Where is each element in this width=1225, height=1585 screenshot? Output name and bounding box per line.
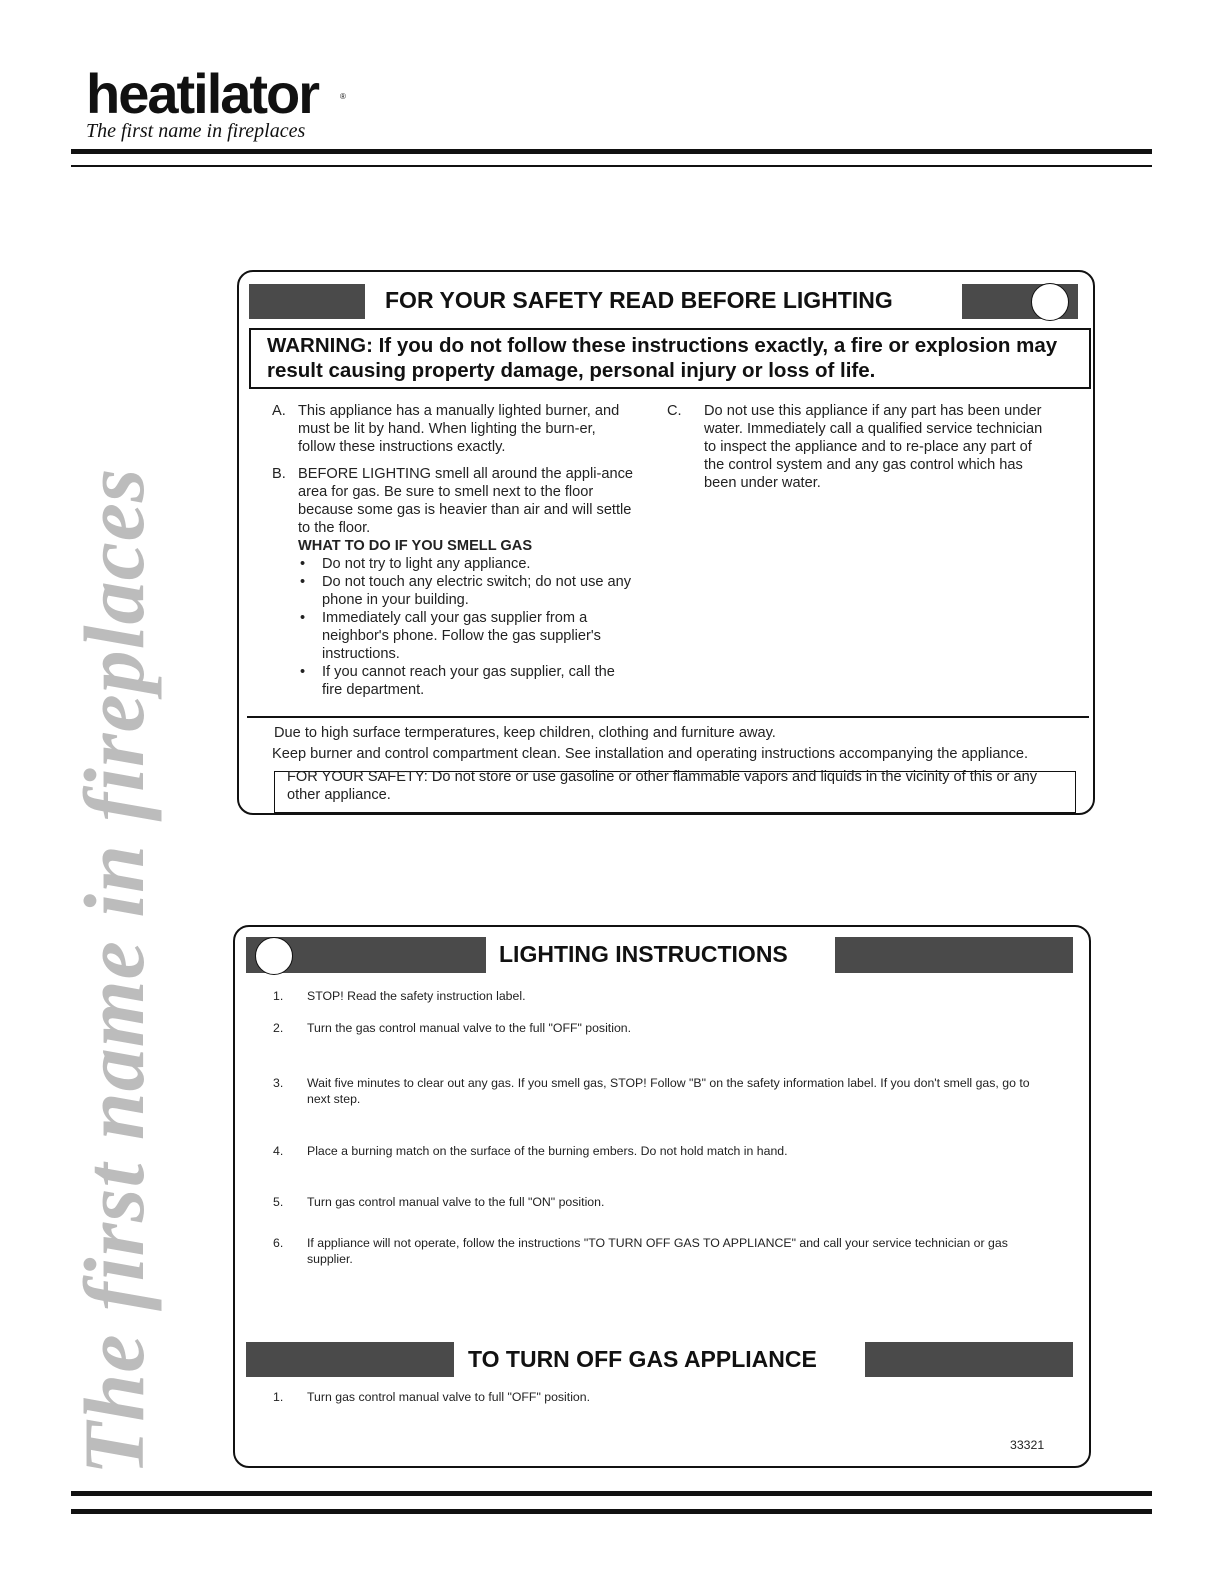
item-b bbox=[272, 465, 637, 537]
step-number: 4. bbox=[273, 1144, 284, 1158]
step-text: Turn gas control manual valve to full "OFF" position. bbox=[307, 1390, 591, 1404]
off-title-bar-right bbox=[865, 1342, 1073, 1377]
item-a-text: This appliance has a manually lighted burner, and must be lit by hand. When lighting the burn-er, follow these instructions exactly. bbox=[298, 403, 620, 455]
lighting-step bbox=[273, 1020, 1033, 1040]
off-title-bar-left bbox=[246, 1342, 454, 1377]
item-c bbox=[667, 402, 1052, 492]
step-text: Wait five minutes to clear out any gas. If you smell gas, STOP! Follow "B" on the safety information label. If you don't smell gas, go to next step. bbox=[307, 1076, 1030, 1106]
warning-text: WARNING: If you do not follow these instructions exactly, a fire or explosion may result causing property damage, personal injury or loss of life. bbox=[267, 334, 1058, 382]
step-number: 1. bbox=[273, 1390, 284, 1404]
circle-marker bbox=[1031, 283, 1069, 321]
circle-marker bbox=[255, 937, 293, 975]
smell-gas-heading: WHAT TO DO IF YOU SMELL GAS bbox=[298, 538, 533, 554]
safety-title: FOR YOUR SAFETY READ BEFORE LIGHTING bbox=[385, 287, 893, 313]
bullet-text: Immediately call your gas supplier from a neighbor's phone. Follow the gas supplier's instructions. bbox=[322, 610, 601, 662]
label-number: 33321 bbox=[1010, 1438, 1045, 1452]
turn-off-title: TO TURN OFF GAS APPLIANCE bbox=[468, 1346, 817, 1372]
lighting-step bbox=[273, 1143, 1033, 1163]
note-for-your-safety: FOR YOUR SAFETY: Do not store or use gasoline or other flammable vapors and liquids in the vicinity of this or any other appliance. bbox=[287, 769, 1038, 803]
bullet-text: Do not touch any electric switch; do not use any phone in your building. bbox=[322, 574, 632, 608]
step-text: Turn gas control manual valve to the full "ON" position. bbox=[307, 1195, 605, 1209]
item-a bbox=[272, 402, 637, 456]
item-b-text: BEFORE LIGHTING smell all around the appli-ance area for gas. Be sure to smell next to the floor because some gas is heavier than air and will settle to the floor. bbox=[298, 466, 633, 536]
smell-gas-block bbox=[272, 537, 637, 699]
safety-column-right bbox=[667, 402, 1052, 492]
header-rule-thin bbox=[71, 165, 1152, 167]
footer-rule bbox=[71, 1491, 1152, 1496]
step-text: STOP! Read the safety instruction label. bbox=[307, 989, 526, 1003]
step-text: Turn the gas control manual valve to the full "OFF" position. bbox=[307, 1021, 632, 1035]
lighting-title: LIGHTING INSTRUCTIONS bbox=[499, 941, 788, 967]
lighting-step bbox=[273, 1194, 1033, 1214]
note-surface-temp: Due to high surface termperatures, keep children, clothing and furniture away. bbox=[274, 725, 776, 741]
item-c-marker: C. bbox=[667, 403, 682, 419]
safety-divider bbox=[247, 716, 1089, 718]
lighting-step bbox=[273, 1075, 1033, 1111]
lighting-step bbox=[273, 1235, 1033, 1271]
safety-title-bar-left bbox=[249, 284, 365, 319]
bullet-item: • Do not touch any electric switch; do not use any phone in your building. bbox=[298, 573, 637, 609]
bullet-text: If you cannot reach your gas supplier, call the fire department. bbox=[322, 664, 615, 698]
vertical-watermark: The first name in fireplaces bbox=[66, 467, 162, 1475]
step-text: If appliance will not operate, follow the instructions "TO TURN OFF GAS TO APPLIANCE" and call your service technician or gas supplier. bbox=[307, 1236, 1008, 1266]
step-number: 3. bbox=[273, 1076, 284, 1090]
step-number: 6. bbox=[273, 1236, 284, 1250]
step-number: 2. bbox=[273, 1021, 284, 1035]
bullet-item: • If you cannot reach your gas supplier, call the fire department. bbox=[298, 663, 637, 699]
heatilator-logo: heatilator bbox=[86, 62, 319, 125]
item-a-marker: A. bbox=[272, 403, 286, 419]
registered-mark: ® bbox=[340, 92, 346, 101]
lighting-title-bar-right bbox=[835, 937, 1073, 973]
item-c-text: Do not use this appliance if any part has been under water. Immediately call a qualified service technician to inspect the appliance and to re-place any part of the control system and any gas control which has been under water. bbox=[704, 403, 1043, 491]
logo-tagline: The first name in fireplaces bbox=[86, 120, 306, 142]
footer-rule-lower bbox=[71, 1509, 1152, 1514]
item-b-marker: B. bbox=[272, 466, 286, 482]
step-number: 5. bbox=[273, 1195, 284, 1209]
lighting-step bbox=[273, 988, 1033, 1008]
off-step bbox=[273, 1389, 1033, 1409]
safety-column-left bbox=[272, 402, 637, 699]
step-text: Place a burning match on the surface of the burning embers. Do not hold match in hand. bbox=[307, 1144, 788, 1158]
bullet-item: • Immediately call your gas supplier from a neighbor's phone. Follow the gas supplier's instructions. bbox=[298, 609, 637, 663]
header-rule bbox=[71, 149, 1152, 154]
bullet-text: Do not try to light any appliance. bbox=[322, 556, 531, 572]
step-number: 1. bbox=[273, 989, 284, 1003]
note-keep-clean: Keep burner and control compartment clean. See installation and operating instructions accompanying the appliance. bbox=[272, 746, 1029, 762]
bullet-item: • Do not try to light any appliance. bbox=[298, 555, 637, 573]
